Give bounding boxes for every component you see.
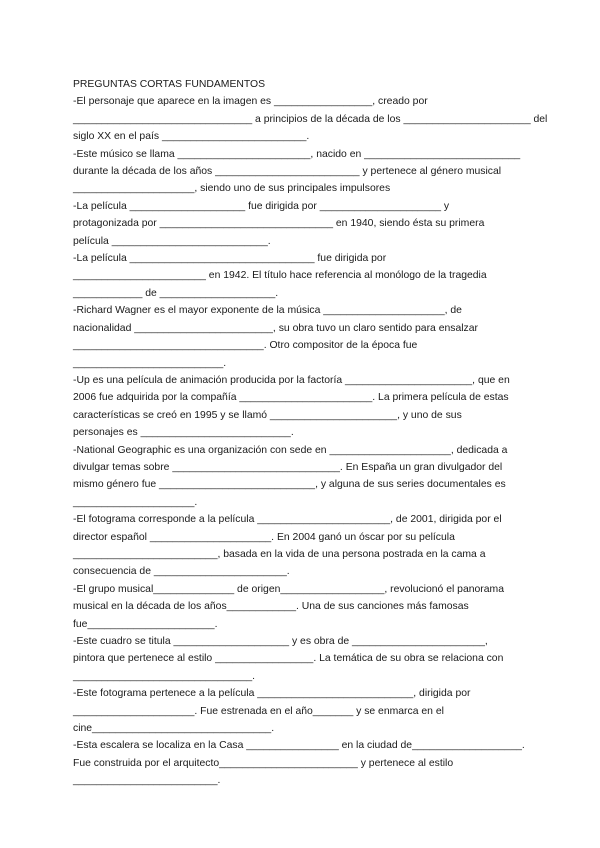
question-line: pintora que pertenece al estilo _________________. La temática de su obra se relaciona con [73,653,504,665]
question-8 [73,511,540,581]
document-title: PREGUNTAS CORTAS FUNDAMENTOS [73,79,266,90]
question-line: __________________________. [73,357,227,369]
question-line: -Up es una película de animación producida por la factoría ______________________, que en [73,374,510,386]
question-5 [73,302,540,372]
question-line: -La película ____________________ fue dirigida por _____________________ y [73,200,450,212]
question-line: -National Geographic es una organización con sede en _____________________, dedicada a [73,444,508,456]
question-line: _____________________, siendo uno de sus principales impulsores [73,183,391,195]
question-line: película ___________________________. [73,235,271,247]
question-line: _____________________. [73,496,198,508]
question-line: personajes es __________________________. [73,427,294,439]
question-line: consecuencia de _______________________. [73,566,290,578]
question-line: musical en la década de los años____________. Una de sus canciones más famosas [73,601,469,613]
question-11 [73,685,540,737]
question-4 [73,250,540,302]
question-line: -El personaje que aparece en la imagen es _________________, creado por [73,96,428,108]
question-line: nacionalidad ________________________, su obra tuvo un claro sentido para ensalzar [73,322,478,334]
question-line: -Este fotograma pertenece a la película ___________________________, dirigida por [73,688,471,700]
question-line: fue______________________. [73,618,218,630]
question-line: -La película ________________________________ fue dirigida por [73,253,387,265]
question-line: Fue construida por el arquitecto________________________ y pertenece al estilo [73,757,454,769]
question-line: _______________________ en 1942. El título hace referencia al monólogo de la tragedia [73,270,487,282]
question-line: -El grupo musical______________ de origen__________________, revolucionó el panorama [73,583,504,595]
question-12 [73,737,540,789]
question-line: mismo género fue ___________________________, y alguna de sus series documentales es [73,479,506,491]
question-line: ____________ de ____________________. [73,287,279,299]
question-line: divulgar temas sobre _____________________________. En España un gran divulgador del [73,461,503,473]
question-line: 2006 fue adquirida por la compañía _______________________. La primera película de estas [73,392,509,404]
question-line: -Esta escalera se localiza en la Casa ________________ en la ciudad de___________________. [73,740,525,752]
question-line: _______________________________. [73,670,256,682]
question-line: _________________________. [73,775,221,787]
question-line: _______________________________ a principios de la década de los ______________________ del [73,113,548,125]
question-line: -El fotograma corresponde a la película _______________________, de 2001, dirigida por el [73,514,502,526]
question-line: director español _____________________. En 2004 ganó un óscar por su película [73,531,455,543]
question-line: _________________________, basada en la vida de una persona postrada en la cama a [73,548,486,560]
question-line: cine_______________________________. [73,723,275,735]
questions-list [73,93,548,789]
question-line: siglo XX en el país _________________________. [73,131,310,143]
question-2 [73,146,540,198]
question-line: -Este músico se llama _______________________, nacido en ___________________________ [73,148,521,160]
question-9 [73,581,540,633]
question-line: protagonizada por ______________________________ en 1940, siendo ésta su primera [73,218,485,230]
question-6 [73,372,540,442]
question-line: -Este cuadro se titula ____________________ y es obra de _______________________, [73,636,488,647]
question-1 [73,93,548,145]
question-line: _____________________. Fue estrenada en el año_______ y se enmarca en el [73,705,444,717]
question-10 [73,633,540,685]
question-3 [73,198,540,250]
question-line: _________________________________. Otro compositor de la época fue [73,340,418,352]
question-line: -Richard Wagner es el mayor exponente de la música _____________________, de [73,305,462,317]
question-line: características se creó en 1995 y se llamó ______________________, y uno de sus [73,409,462,421]
question-line: durante la década de los años _________________________ y pertenece al género musical [73,166,502,178]
question-7 [73,442,540,512]
